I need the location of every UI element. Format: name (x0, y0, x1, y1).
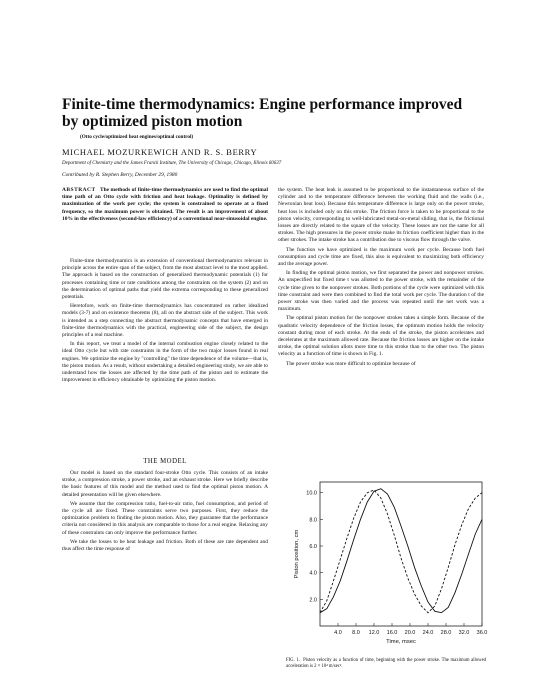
paragraph: In this report, we treat a model of the internal combustion engine closely related to the ideal Otto cycle but with rate constraints in the form of the two major losses found in real engines. We optimize the engine by "controlling" the time dependence of the volume—that is, the piston motion. As a result, without undertaking a detailed engineering study, we are able to understand how the losses are affected by the time path of the piston and to estimate the improvement in efficiency obtainable by optimizing the piston motion. (62, 341, 268, 384)
paragraph: Our model is based on the standard four-stroke Otto cycle. This consists of an intake stroke, a compression stroke, a power stroke, and an exhaust stroke. Here we briefly describe the basic features of this model and the method used to find the optimal piston motion. A detailed presentation will be given elsewhere. (62, 470, 268, 498)
plot-frame (320, 482, 482, 626)
paragraph: Finite-time thermodynamics is an extension of conventional thermodynamics relevant in principle across the entire span of the subject, from the most abstract level to the most applied. The approach is based on the construction of generalized thermodynamic potentials (1) for processes containing time or rate conditions among the constraints on the system (2) and on the determination of optimal paths that yield the extrema corresponding to these generalized potentials. (62, 258, 268, 301)
abstract-block (62, 187, 268, 225)
caption-label: FIG. 1. (286, 658, 300, 663)
paragraph: We take the losses to be heat leakage and friction. Both of these are rate dependent and thus affect the time response of (62, 538, 268, 553)
x-axis-label: Time, msec (386, 639, 416, 645)
abstract-text: The methods of finite-time thermodynamics are used to find the optimal time path of an Otto cycle with friction and heat leakage. Optimality is defined by maximization of the work per cycle; the system is constrained to operate at a fixed frequency, so the maximum power is obtained. The result is an improvement of about 10% in the effectiveness (second-law efficiency) of a conventional near-sinusoidal engine. (62, 187, 268, 222)
x-tick-label: 28.0 (440, 630, 452, 636)
paper-keywords: (Otto cycle/optimized heat engines/optimal control) (80, 134, 194, 140)
x-tick-label: 16.0 (386, 630, 398, 636)
figure-1-chart (286, 476, 486, 654)
paper-affiliation: Department of Chemistry and the James Franck Institute, The University of Chicago, Chicago, Illinois 60637 (62, 161, 282, 166)
x-tick-label: 12.0 (368, 630, 380, 636)
paper-authors: MICHAEL MOZURKEWICH AND R. S. BERRY (62, 147, 258, 157)
left-column-intro (62, 258, 268, 386)
abstract-label: ABSTRACT (62, 187, 96, 193)
x-tick-label: 36.0 (476, 630, 488, 636)
x-tick-label: 24.0 (422, 630, 434, 636)
paper-title: Finite-time thermodynamics: Engine performance improved by optimized piston motion (62, 96, 463, 130)
right-column (278, 187, 484, 370)
x-tick-label: 20.0 (404, 630, 416, 636)
paragraph: Heretofore, work on finite-time thermodynamics has concentrated on rather idealized models (3-7) and on existence theorems (8), all on the abstract side of the subject. This work is intended as a step connecting the abstract thermodynamic concepts that have emerged in finite-time thermodynamics with the practical, engineering side of the subject, the design principles of a real machine. (62, 303, 268, 339)
y-tick-label: 4.0 (309, 570, 317, 577)
series-line-0 (320, 489, 482, 613)
paragraph: We assume that the compression ratio, fuel-to-air ratio, fuel consumption, and period of the cycle all are fixed. These constraints serve two purposes. First, they reduce the optimization problem to finding the piston motion. Also, they guarantee that the performance criteria not considered in this analysis are comparable to those for a real engine. Relaxing any of these constraints can only improve the performance further. (62, 500, 268, 536)
paper-contributed: Contributed by R. Stephen Berry, December 29, 1980 (62, 172, 178, 178)
section-heading: THE MODEL (143, 458, 187, 465)
paragraph: The function we have optimized is the maximum work per cycle. Because both fuel consumption and cycle time are fixed, this also is equivalent to maximizing both efficiency and the average power. (278, 246, 484, 268)
x-tick-label: 32.0 (458, 630, 470, 636)
left-column-model (62, 470, 268, 555)
x-tick-label: 8.0 (352, 630, 360, 636)
paragraph: The optimal piston motion for the nonpower strokes takes a simple form. Because of the quadratic velocity dependence of the friction losses, the optimum motion holds the velocity constant during most of each stroke. At the ends of the stroke, the piston accelerates and decelerates at the maximum allowed rate. Because the friction losses are higher on the intake stroke, the optimal solution allots more time to this stroke than to the other two. The piston velocity as a function of time is shown in Fig. 1. (278, 315, 484, 358)
series-line-1 (320, 490, 482, 613)
y-tick-label: 6.0 (309, 544, 317, 550)
y-tick-label: 10.0 (306, 490, 317, 497)
paragraph: The power stroke was more difficult to optimize because of (286, 360, 416, 367)
x-tick-label: 4.0 (334, 630, 342, 636)
y-axis-label: Piston position, cm (294, 529, 300, 579)
paragraph: In finding the optimal piston motion, we first separated the power and nonpower strokes. An unspecified but fixed time t was allotted to the power stroke, with the remainder of the cycle time given to the nonpower strokes. Both portions of the cycle were optimized with this time constraint and were then combined to find the total work per cycle. The duration t of the power stroke was then varied and the process was repeated until the net work was a maximum. (278, 270, 484, 313)
y-tick-label: 2.0 (309, 597, 317, 604)
caption-text: Piston velocity as a function of time, beginning with the power stroke. The maximum allowed acceleration is 2 × 10⁴ m/sec². (286, 658, 486, 669)
figure-caption (286, 658, 486, 670)
paragraph: the system. The heat leak is assumed to be proportional to the instantaneous surface of the cylinder and to the temperature difference between the working fluid and the walls (i.e., Newtonian heat loss). Because this temperature difference is large only on the power stroke, heat loss is included only on this stroke. The friction force is taken to be proportional to the piston velocity, corresponding to well-lubricated metal-on-metal sliding, that is, the frictional losses are directly related to the square of the velocity. These losses are not the same for all strokes. The high pressures in the power stroke make its friction coefficient higher than in the other strokes. The intake stroke has a contribution due to viscous flow through the valve. (278, 187, 484, 244)
y-tick-label: 8.0 (309, 517, 317, 524)
